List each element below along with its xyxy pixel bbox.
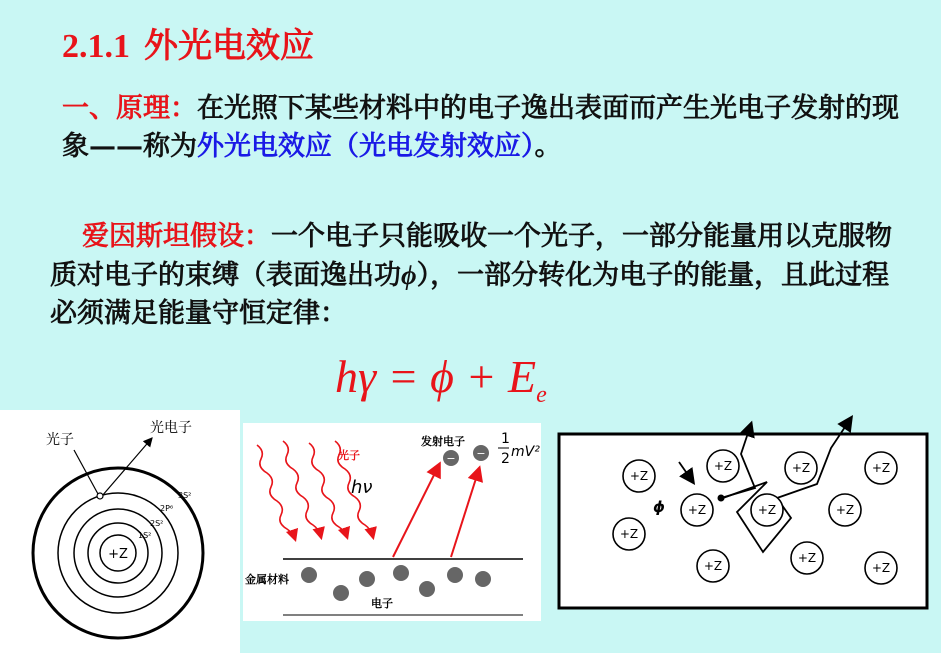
energy-den: 2 [501, 451, 510, 467]
section-number: 2.1.1 [62, 28, 130, 65]
einstein-paragraph [50, 218, 910, 333]
ion-label: +Z [871, 561, 891, 575]
ion-label: +Z [619, 527, 639, 541]
principle-label: 一、原理： [62, 93, 197, 124]
bound-electron [393, 565, 409, 581]
photon-label: 光子 [46, 432, 74, 448]
ion-label: +Z [687, 503, 707, 517]
shell-label-3s: 3S² [178, 491, 192, 500]
metal-figure [243, 423, 541, 621]
emitted-electron-1-sign: − [446, 452, 456, 465]
principle-text-b: 。 [534, 131, 562, 162]
electron-start-dot [718, 495, 725, 502]
metal-label: 金属材料 [245, 573, 289, 586]
energy-term: mV² [511, 444, 540, 460]
ion-label: +Z [791, 461, 811, 475]
electron-label: 电子 [371, 597, 393, 610]
ion-label: +Z [871, 461, 891, 475]
bound-electron [447, 567, 463, 583]
einstein-text-a: 一个电子只能吸收一个光子，一部分能量用以克服物质对电子的束缚（表面逸出功 [50, 221, 892, 291]
principle-highlight: 外光电效应（光电发射效应） [197, 131, 535, 162]
ion-label: +Z [703, 559, 723, 573]
principle-text-a: 在光照下某些材料中的电子逸出表面而产生光电子发射的现象——称为 [62, 93, 899, 162]
einstein-label: 爱因斯坦假设： [82, 221, 271, 252]
section-title: 外光电效应 [144, 26, 314, 66]
lattice-phi: ϕ [653, 498, 665, 516]
ion-label: +Z [797, 551, 817, 565]
shell-label-1s: 1S² [138, 531, 152, 540]
metal-photon-label: 光子 [338, 449, 360, 462]
bound-electron [301, 567, 317, 583]
shell-label-2s: 2S² [150, 519, 164, 528]
photoelectron-label: 光电子 [150, 420, 192, 436]
lattice-figure [555, 400, 941, 620]
formula-subscript: e [536, 382, 547, 408]
shell-label-2p: 2P⁶ [160, 504, 174, 513]
ion-label: +Z [835, 503, 855, 517]
electron-dot [97, 493, 103, 499]
emitted-electron-2-sign: − [476, 447, 486, 460]
einstein-text-b: ），一部分转化为电子的能量，且此过程必须满足能量守恒定律： [50, 260, 890, 329]
ion-label: +Z [713, 459, 733, 473]
bound-electron [359, 571, 375, 587]
ion-label: +Z [629, 469, 649, 483]
bound-electron [475, 571, 491, 587]
emitted-electron-label: 发射电子 [421, 435, 465, 448]
energy-num: 1 [501, 431, 510, 447]
atom-figure [0, 410, 240, 653]
formula-main: hγ = ϕ + E [335, 351, 537, 402]
einstein-phi: ϕ [401, 260, 417, 290]
hv-label: hν [351, 477, 373, 498]
principle-paragraph [62, 90, 912, 166]
slide-title [62, 18, 314, 67]
bound-electron [419, 581, 435, 597]
energy-formula [335, 350, 547, 409]
bound-electron [333, 585, 349, 601]
ion-label: +Z [757, 503, 777, 517]
nucleus-label: +Z [108, 547, 128, 562]
